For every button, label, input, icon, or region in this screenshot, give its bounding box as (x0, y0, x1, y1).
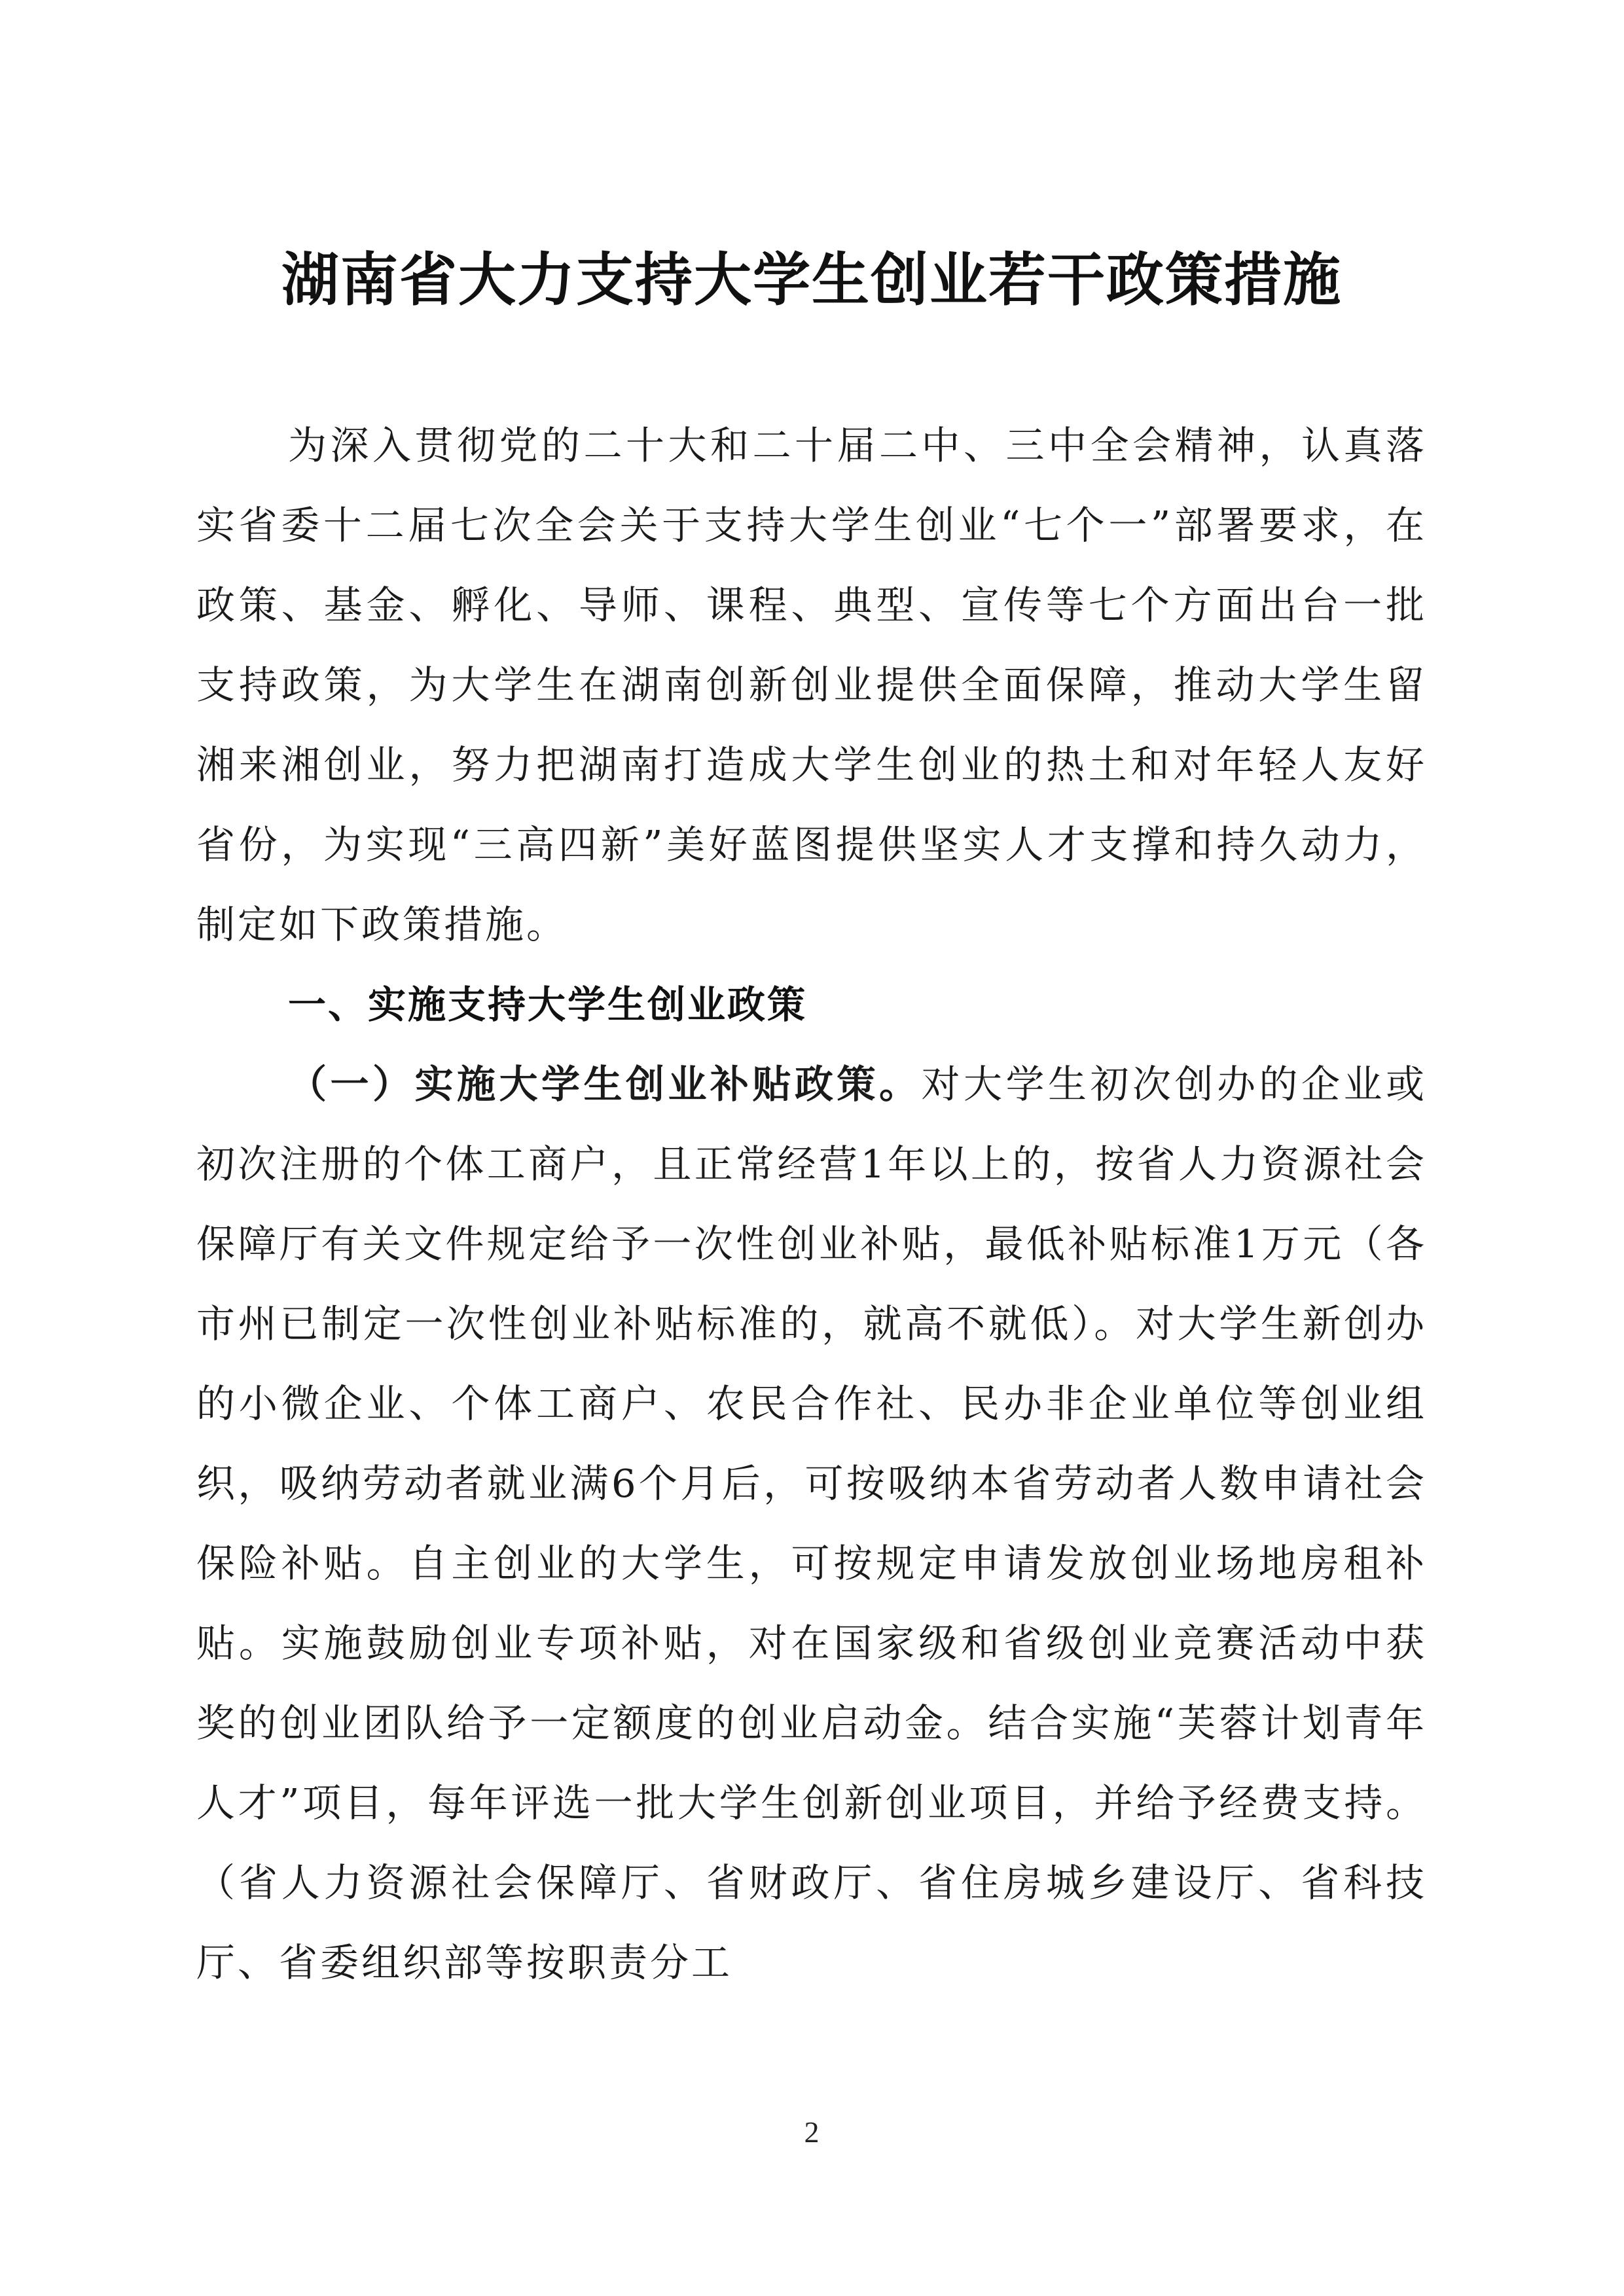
document-body (196, 406, 1427, 2003)
intro-paragraph: 为深入贯彻党的二十大和二十届二中、三中全会精神，认真落实省委十二届七次全会关于支持大学生创业“七个一”部署要求，在政策、基金、孵化、导师、课程、典型、宣传等七个方面出台一批支持政策，为大学生在湖南创新创业提供全面保障，推动大学生留湘来湘创业，努力把湖南打造成大学生创业的热土和对年轻人友好省份，为实现“三高四新”美好蓝图提供坚实人才支撑和持久动力，制定如下政策措施。 (196, 423, 1427, 947)
policy-paragraph (196, 1045, 1427, 2003)
policy-lead-sentence: （一）实施大学生创业补贴政策。 (288, 1062, 922, 1107)
policy-text: 对大学生初次创办的企业或初次注册的个体工商户，且正常经营1年以上的，按省人力资源社会保障厅有关文件规定给予一次性创业补贴，最低补贴标准1万元（各市州已制定一次性创业补贴标准的，就高不就低）。对大学生新创办的小微企业、个体工商户、农民合作社、民办非企业单位等创业组织，吸纳劳动者就业满6个月后，可按吸纳本省劳动者人数申请社会保险补贴。自主创业的大学生，可按规定申请发放创业场地房租补贴。实施鼓励创业专项补贴，对在国家级和省级创业竞赛活动中获奖的创业团队给予一定额度的创业启动金。结合实施“芙蓉计划青年人才”项目，每年评选一批大学生创新创业项目，并给予经费支持。（省人力资源社会保障厅、省财政厅、省住房城乡建设厅、省科技厅、省委组织部等按职责分工 (196, 1062, 1427, 1985)
document-title: 湖南省大力支持大学生创业若干政策措施 (281, 246, 1342, 314)
section-heading: 一、实施支持大学生创业政策 (288, 982, 808, 1027)
page-number: 2 (804, 2115, 820, 2149)
